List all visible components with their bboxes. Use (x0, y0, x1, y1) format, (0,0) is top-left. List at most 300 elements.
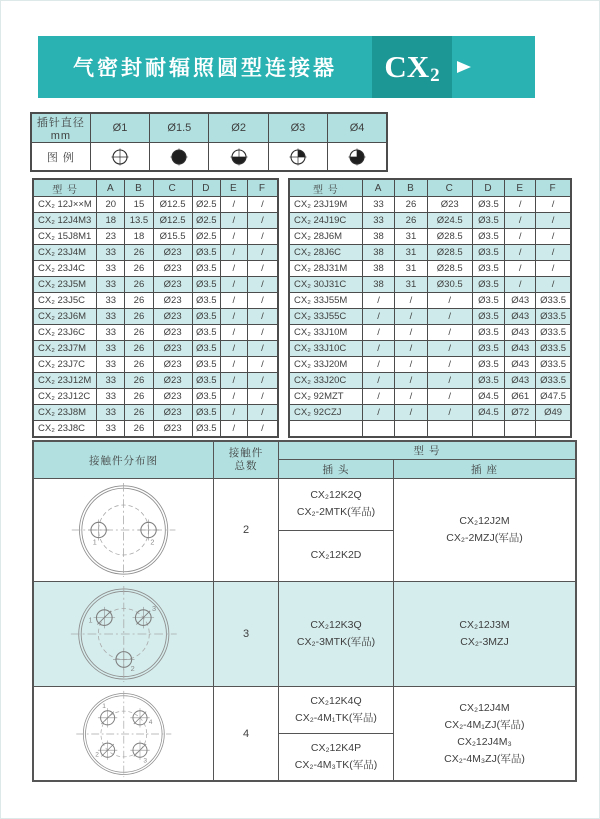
spec-cell: / (362, 309, 394, 325)
spec-row (289, 325, 571, 341)
spec-cell: CX₂ 23J4C (33, 261, 97, 277)
spec-cell: CX₂ 23J19M (289, 197, 362, 213)
spec-cell: CX₂ 23J8C (33, 421, 97, 438)
pin-symbol-crosshair-icon (110, 147, 130, 167)
spec-row (289, 245, 571, 261)
spec-cell: Ø3.5 (192, 389, 220, 405)
pin-diameter-value: Ø3 (268, 113, 327, 143)
pin-symbol-quadrant-top-right-icon (288, 147, 308, 167)
spec-cell: Ø23 (153, 341, 192, 357)
spec-cell: CX₂ 23J6C (33, 325, 97, 341)
spec-cell: / (505, 229, 536, 245)
spec-cell: 26 (125, 357, 153, 373)
spec-cell: Ø3.5 (192, 405, 220, 421)
spec-cell: 38 (362, 277, 394, 293)
spec-column-header: B (125, 179, 153, 197)
spec-row (289, 421, 571, 438)
spec-cell: 26 (395, 197, 427, 213)
spec-cell: / (505, 197, 536, 213)
spec-column-header: C (153, 179, 192, 197)
contact-row (34, 686, 575, 780)
spec-cell: 33 (97, 421, 125, 438)
spec-column-header: 型 号 (33, 179, 97, 197)
header-plug: 插 头 (279, 460, 394, 478)
model-number: CX₂12J4M (459, 701, 510, 714)
product-code-subscript: 2 (430, 65, 440, 86)
spec-cell: / (427, 373, 472, 389)
spec-cell: 33 (97, 325, 125, 341)
spec-cell: / (427, 325, 472, 341)
spec-cell: CX₂ 33J55C (289, 309, 362, 325)
spec-cell: 38 (362, 245, 394, 261)
contact-count-cell: 4 (214, 687, 279, 780)
spec-cell: / (220, 245, 247, 261)
pin-symbol-cell (209, 143, 268, 172)
pin-symbol-cell (268, 143, 327, 172)
spec-cell: 26 (125, 277, 153, 293)
pin-diameter-value: Ø4 (328, 113, 387, 143)
spec-row (289, 229, 571, 245)
spec-cell: / (505, 277, 536, 293)
spec-cell (536, 421, 571, 438)
spec-cell: Ø28.5 (427, 245, 472, 261)
spec-cell: Ø3.5 (192, 277, 220, 293)
spec-cell: 26 (125, 293, 153, 309)
spec-cell (505, 421, 536, 438)
spec-cell (362, 421, 394, 438)
spec-cell: Ø3.5 (192, 373, 220, 389)
plug-model-cell (279, 582, 394, 686)
spec-cell: Ø3.5 (472, 277, 504, 293)
spec-cell: CX₂ 23J12C (33, 389, 97, 405)
spec-cell: 26 (395, 213, 427, 229)
spec-column-header: F (247, 179, 278, 197)
spec-cell: CX₂ 23J7M (33, 341, 97, 357)
spec-row (33, 389, 278, 405)
plug-model-group (279, 530, 393, 582)
spec-cell: Ø3.5 (192, 309, 220, 325)
spec-row (33, 325, 278, 341)
pin-symbol-three-quarters-icon (347, 147, 367, 167)
spec-row (289, 293, 571, 309)
svg-text:2: 2 (94, 750, 99, 758)
page-header-banner (38, 36, 535, 98)
contact-diagram-cell (34, 687, 214, 780)
spec-row (289, 341, 571, 357)
spec-cell: Ø43 (505, 373, 536, 389)
product-code-badge (372, 36, 452, 98)
contact-arrangement-table (32, 440, 577, 782)
spec-row (289, 357, 571, 373)
spec-cell: Ø15.5 (153, 229, 192, 245)
spec-cell: Ø3.5 (472, 309, 504, 325)
spec-column-header: A (362, 179, 394, 197)
spec-cell: Ø3.5 (472, 357, 504, 373)
spec-cell: CX₂ 23J8M (33, 405, 97, 421)
spec-column-header: D (192, 179, 220, 197)
spec-cell: 31 (395, 229, 427, 245)
model-number: CX₂-3MTK(军品) (296, 636, 376, 648)
pin-symbol-half-bottom-icon (229, 147, 249, 167)
svg-text:4: 4 (148, 718, 153, 726)
spec-cell: CX₂ 30J31C (289, 277, 362, 293)
spec-cell: 31 (395, 261, 427, 277)
spec-cell: Ø33.5 (536, 373, 571, 389)
spec-cell: / (395, 341, 427, 357)
spec-cell: / (247, 325, 278, 341)
spec-cell: / (505, 213, 536, 229)
spec-cell: Ø23 (153, 261, 192, 277)
svg-text:1: 1 (88, 615, 93, 625)
spec-cell: Ø3.5 (472, 229, 504, 245)
spec-cell: / (427, 341, 472, 357)
pin-diameter-legend-table (30, 112, 388, 172)
spec-cell: / (536, 197, 571, 213)
spec-cell: 33 (97, 245, 125, 261)
socket-model-cell (394, 582, 575, 686)
contact-table-header (34, 442, 575, 479)
socket-model-cell (394, 687, 575, 780)
spec-cell: / (362, 373, 394, 389)
spec-cell: / (220, 389, 247, 405)
plug-model-cell (279, 687, 394, 780)
model-number: CX₂12J3M (459, 619, 510, 631)
header-contact-layout: 接触件分布图 (34, 442, 214, 478)
contact-count-cell: 3 (214, 582, 279, 686)
spec-cell: 18 (125, 229, 153, 245)
contact-layout-diagram (66, 482, 181, 578)
spec-row (289, 405, 571, 421)
spec-cell: / (220, 229, 247, 245)
spec-cell: / (247, 389, 278, 405)
spec-cell: / (362, 405, 394, 421)
spec-cell: / (247, 293, 278, 309)
contact-diagram-cell (34, 582, 214, 686)
contact-row (34, 581, 575, 686)
spec-cell: 33 (362, 213, 394, 229)
spec-cell: / (536, 229, 571, 245)
pin-diameter-value: Ø2 (209, 113, 268, 143)
spec-column-header: E (220, 179, 247, 197)
spec-cell: / (362, 389, 394, 405)
pin-diameter-value: Ø1.5 (150, 113, 209, 143)
spec-cell: CX₂ 24J19C (289, 213, 362, 229)
spec-cell: / (220, 325, 247, 341)
spec-cell (395, 421, 427, 438)
spec-cell: 23 (97, 229, 125, 245)
model-number: CX₂-2MTK(军品) (296, 506, 376, 519)
spec-cell: / (220, 341, 247, 357)
spec-cell: / (220, 261, 247, 277)
spec-cell: / (247, 341, 278, 357)
model-number: CX₂-4M₃TK(军品) (294, 759, 378, 771)
plug-model-group (279, 687, 393, 733)
spec-cell: Ø23 (153, 277, 192, 293)
spec-cell: / (362, 341, 394, 357)
spec-cell: Ø47.5 (536, 389, 571, 405)
spec-cell (472, 421, 504, 438)
svg-text:1: 1 (101, 702, 106, 710)
spec-cell: / (395, 357, 427, 373)
spec-cell: CX₂ 33J10C (289, 341, 362, 357)
plug-model-cell (279, 479, 394, 581)
spec-row (33, 197, 278, 213)
spec-cell: Ø43 (505, 325, 536, 341)
spec-cell: Ø2.5 (192, 213, 220, 229)
spec-cell: CX₂ 23J4M (33, 245, 97, 261)
spec-cell: CX₂ 23J5C (33, 293, 97, 309)
contact-count-cell: 2 (214, 479, 279, 581)
spec-cell: / (220, 309, 247, 325)
pin-diameter-value: Ø1 (90, 113, 149, 143)
model-number: CX₂12J4M₃ (457, 735, 512, 748)
spec-row (33, 293, 278, 309)
model-number: CX₂12K2D (310, 549, 362, 562)
spec-cell: 13.5 (125, 213, 153, 229)
spec-cell: 33 (97, 389, 125, 405)
spec-cell: / (220, 357, 247, 373)
spec-cell: / (427, 293, 472, 309)
spec-row (33, 341, 278, 357)
spec-row (33, 405, 278, 421)
spec-header-row (33, 179, 278, 197)
spec-cell: Ø43 (505, 341, 536, 357)
spec-cell: Ø33.5 (536, 325, 571, 341)
pin-diameter-row (31, 113, 387, 143)
spec-cell: CX₂ 28J31M (289, 261, 362, 277)
spec-cell: CX₂ 12J4M3 (33, 213, 97, 229)
spec-cell: / (220, 277, 247, 293)
spec-cell: 26 (125, 421, 153, 438)
spec-cell: / (427, 405, 472, 421)
spec-cell: Ø3.5 (192, 261, 220, 277)
spec-row (33, 373, 278, 389)
spec-cell: 31 (395, 277, 427, 293)
spec-cell: 26 (125, 309, 153, 325)
spec-cell (289, 421, 362, 438)
spec-column-header: E (505, 179, 536, 197)
spec-cell: CX₂ 33J10M (289, 325, 362, 341)
spec-cell: 31 (395, 245, 427, 261)
spec-row (289, 309, 571, 325)
spec-cell: Ø43 (505, 309, 536, 325)
spec-cell: Ø43 (505, 357, 536, 373)
spec-cell: / (395, 293, 427, 309)
spec-cell: CX₂ 33J20M (289, 357, 362, 373)
spec-cell: Ø28.5 (427, 261, 472, 277)
spec-cell: / (247, 405, 278, 421)
spec-cell: Ø12.5 (153, 213, 192, 229)
spec-cell: 33 (362, 197, 394, 213)
spec-cell: Ø30.5 (427, 277, 472, 293)
spec-cell: Ø3.5 (192, 293, 220, 309)
model-number: CX₂-4M₁TK(军品) (295, 712, 377, 724)
spec-cell: Ø33.5 (536, 293, 571, 309)
spec-cell: CX₂ 15J8M1 (33, 229, 97, 245)
spec-cell: CX₂ 23J5M (33, 277, 97, 293)
spec-cell: Ø3.5 (472, 245, 504, 261)
spec-cell: 26 (125, 389, 153, 405)
product-code-text: CX (384, 49, 430, 84)
spec-cell: / (247, 357, 278, 373)
pin-diameter-label: 插针直径mm (31, 113, 90, 143)
spec-cell: CX₂ 92MZT (289, 389, 362, 405)
pin-symbol-cell (150, 143, 209, 172)
spec-cell: / (505, 261, 536, 277)
spec-cell: Ø23 (153, 357, 192, 373)
spec-cell: Ø3.5 (472, 213, 504, 229)
spec-cell: CX₂ 28J6C (289, 245, 362, 261)
pin-legend-row (31, 143, 387, 172)
spec-table-left (32, 178, 279, 438)
pin-symbol-cell (90, 143, 149, 172)
spec-cell: Ø2.5 (192, 229, 220, 245)
model-number: CX₂-2MZJ(军品) (446, 532, 523, 544)
spec-cell: / (247, 229, 278, 245)
spec-row (33, 261, 278, 277)
spec-row (289, 197, 571, 213)
spec-cell: / (220, 197, 247, 213)
spec-cell: Ø23 (153, 405, 192, 421)
spec-cell: Ø23 (153, 245, 192, 261)
spec-cell: Ø12.5 (153, 197, 192, 213)
spec-cell: Ø61 (505, 389, 536, 405)
spec-cell: / (247, 197, 278, 213)
spec-cell: / (427, 357, 472, 373)
spec-cell: Ø3.5 (192, 325, 220, 341)
spec-cell: / (395, 373, 427, 389)
spec-row (289, 277, 571, 293)
spec-row (33, 277, 278, 293)
spec-cell: 26 (125, 405, 153, 421)
spec-cell: / (505, 245, 536, 261)
pin-symbol-filled-icon (169, 147, 189, 167)
spec-cell: Ø3.5 (472, 325, 504, 341)
spec-column-header: F (536, 179, 571, 197)
plug-model-group (279, 582, 393, 686)
spec-cell: / (536, 213, 571, 229)
spec-cell: Ø3.5 (472, 261, 504, 277)
spec-cell: / (395, 325, 427, 341)
spec-row (289, 261, 571, 277)
spec-cell: Ø33.5 (536, 341, 571, 357)
spec-table-right (288, 178, 572, 438)
header-model: 型 号 (279, 442, 575, 460)
spec-cell (427, 421, 472, 438)
spec-cell: / (427, 309, 472, 325)
spec-cell: Ø43 (505, 293, 536, 309)
spec-cell: Ø4.5 (472, 405, 504, 421)
spec-cell: / (247, 245, 278, 261)
spec-cell: CX₂ 92CZJ (289, 405, 362, 421)
plug-model-group (279, 479, 393, 530)
spec-cell: Ø24.5 (427, 213, 472, 229)
spec-cell: 33 (97, 373, 125, 389)
spec-cell: / (220, 213, 247, 229)
spec-cell: 33 (97, 293, 125, 309)
spec-cell: 18 (97, 213, 125, 229)
svg-text:3: 3 (143, 757, 147, 765)
spec-cell: / (362, 325, 394, 341)
spec-row (33, 229, 278, 245)
spec-cell: 33 (97, 341, 125, 357)
spec-cell: Ø23 (153, 373, 192, 389)
spec-cell: Ø33.5 (536, 357, 571, 373)
spec-cell: Ø28.5 (427, 229, 472, 245)
spec-cell: / (395, 405, 427, 421)
model-number: CX₂-4M₃ZJ(军品) (444, 752, 525, 765)
spec-cell: / (247, 309, 278, 325)
pin-symbol-cell (328, 143, 387, 172)
spec-cell: Ø3.5 (192, 421, 220, 438)
contact-layout-diagram (71, 690, 177, 778)
spec-cell: / (247, 373, 278, 389)
spec-cell: Ø23 (153, 325, 192, 341)
plug-model-group (279, 733, 393, 780)
spec-cell: 15 (125, 197, 153, 213)
spec-cell: Ø49 (536, 405, 571, 421)
svg-text:1: 1 (92, 537, 97, 547)
model-number: CX₂12K2Q (310, 489, 362, 502)
spec-cell: / (536, 245, 571, 261)
spec-cell: / (395, 389, 427, 405)
spec-cell: CX₂ 33J55M (289, 293, 362, 309)
spec-cell: 26 (125, 373, 153, 389)
spec-column-header: 型 号 (289, 179, 362, 197)
spec-cell: / (536, 277, 571, 293)
spec-cell: 26 (125, 325, 153, 341)
spec-cell: Ø3.5 (472, 197, 504, 213)
spec-cell: / (362, 357, 394, 373)
pin-legend-label: 图 例 (31, 143, 90, 172)
spec-cell: CX₂ 23J7C (33, 357, 97, 373)
spec-cell: / (220, 421, 247, 438)
page-title: 气密封耐辐照圆型连接器 (73, 57, 337, 80)
spec-cell: 38 (362, 229, 394, 245)
svg-text:2: 2 (130, 664, 135, 674)
spec-cell: Ø3.5 (192, 245, 220, 261)
svg-text:2: 2 (150, 537, 155, 547)
spec-cell: Ø2.5 (192, 197, 220, 213)
model-number: CX₂12K3Q (310, 619, 362, 631)
spec-column-header: C (427, 179, 472, 197)
spec-cell: 33 (97, 277, 125, 293)
spec-cell: / (536, 261, 571, 277)
spec-cell: Ø33.5 (536, 309, 571, 325)
spec-cell: Ø3.5 (472, 373, 504, 389)
spec-cell: / (220, 405, 247, 421)
spec-cell: Ø72 (505, 405, 536, 421)
spec-cell: Ø3.5 (192, 357, 220, 373)
spec-cell: CX₂ 28J6M (289, 229, 362, 245)
model-number: CX₂12K4P (310, 742, 362, 754)
spec-cell: Ø3.5 (192, 341, 220, 357)
spec-row (289, 373, 571, 389)
contact-diagram-cell (34, 479, 214, 581)
spec-cell: CX₂ 12J××M (33, 197, 97, 213)
spec-column-header: B (395, 179, 427, 197)
header-contact-count: 接触件 总数 (214, 442, 279, 478)
spec-cell: 33 (97, 309, 125, 325)
contact-layout-diagram (65, 585, 183, 683)
spec-cell: 26 (125, 245, 153, 261)
svg-text:3: 3 (151, 603, 156, 613)
right-arrow-icon (457, 61, 471, 73)
spec-cell: Ø3.5 (472, 293, 504, 309)
spec-cell: 33 (97, 261, 125, 277)
spec-cell: / (220, 373, 247, 389)
header-socket: 插 座 (394, 460, 575, 478)
